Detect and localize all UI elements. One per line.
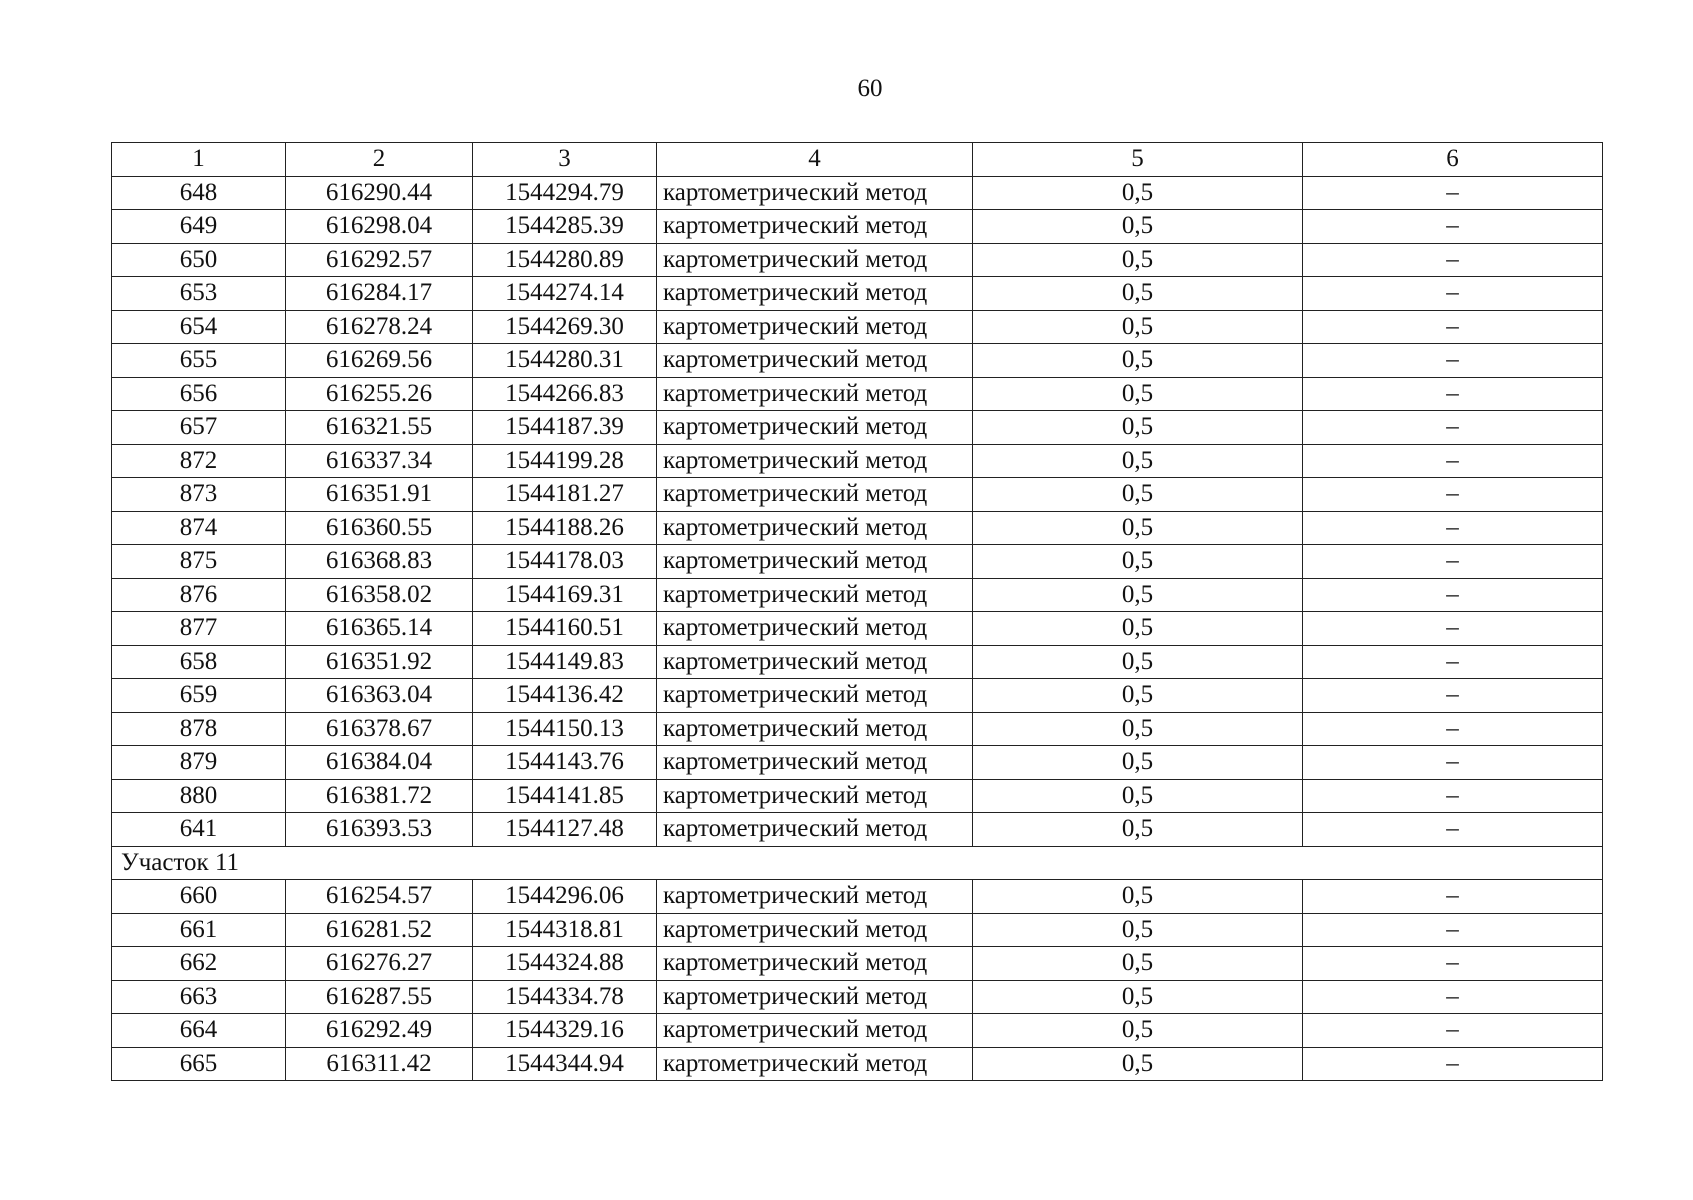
note-cell: – bbox=[1303, 310, 1603, 344]
table-row bbox=[112, 746, 1603, 780]
accuracy-cell: 0,5 bbox=[973, 1014, 1303, 1048]
y-coordinate-cell: 1544324.88 bbox=[473, 947, 657, 981]
accuracy-cell: 0,5 bbox=[973, 176, 1303, 210]
note-cell: – bbox=[1303, 411, 1603, 445]
accuracy-cell: 0,5 bbox=[973, 578, 1303, 612]
y-coordinate-cell: 1544143.76 bbox=[473, 746, 657, 780]
accuracy-cell: 0,5 bbox=[973, 746, 1303, 780]
table-row bbox=[112, 880, 1603, 914]
point-number-cell: 654 bbox=[112, 310, 286, 344]
method-cell: картометрический метод bbox=[657, 310, 973, 344]
x-coordinate-cell: 616287.55 bbox=[286, 980, 473, 1014]
x-coordinate-cell: 616311.42 bbox=[286, 1047, 473, 1081]
note-cell: – bbox=[1303, 377, 1603, 411]
x-coordinate-cell: 616298.04 bbox=[286, 210, 473, 244]
table-row bbox=[112, 913, 1603, 947]
table-row bbox=[112, 1047, 1603, 1081]
header-row bbox=[112, 143, 1603, 177]
point-number-cell: 665 bbox=[112, 1047, 286, 1081]
accuracy-cell: 0,5 bbox=[973, 411, 1303, 445]
method-cell: картометрический метод bbox=[657, 712, 973, 746]
y-coordinate-cell: 1544344.94 bbox=[473, 1047, 657, 1081]
accuracy-cell: 0,5 bbox=[973, 712, 1303, 746]
x-coordinate-cell: 616365.14 bbox=[286, 612, 473, 646]
table-row bbox=[112, 210, 1603, 244]
note-cell: – bbox=[1303, 511, 1603, 545]
header-cell: 6 bbox=[1303, 143, 1603, 177]
point-number-cell: 872 bbox=[112, 444, 286, 478]
table-row bbox=[112, 980, 1603, 1014]
accuracy-cell: 0,5 bbox=[973, 511, 1303, 545]
table-row bbox=[112, 176, 1603, 210]
point-number-cell: 656 bbox=[112, 377, 286, 411]
accuracy-cell: 0,5 bbox=[973, 243, 1303, 277]
method-cell: картометрический метод bbox=[657, 411, 973, 445]
point-number-cell: 661 bbox=[112, 913, 286, 947]
point-number-cell: 876 bbox=[112, 578, 286, 612]
y-coordinate-cell: 1544269.30 bbox=[473, 310, 657, 344]
accuracy-cell: 0,5 bbox=[973, 913, 1303, 947]
method-cell: картометрический метод bbox=[657, 947, 973, 981]
y-coordinate-cell: 1544274.14 bbox=[473, 277, 657, 311]
method-cell: картометрический метод bbox=[657, 210, 973, 244]
table-row bbox=[112, 813, 1603, 847]
accuracy-cell: 0,5 bbox=[973, 377, 1303, 411]
point-number-cell: 657 bbox=[112, 411, 286, 445]
method-cell: картометрический метод bbox=[657, 444, 973, 478]
header-cell: 2 bbox=[286, 143, 473, 177]
accuracy-cell: 0,5 bbox=[973, 344, 1303, 378]
table-row bbox=[112, 377, 1603, 411]
method-cell: картометрический метод bbox=[657, 1047, 973, 1081]
x-coordinate-cell: 616393.53 bbox=[286, 813, 473, 847]
header-cell: 4 bbox=[657, 143, 973, 177]
y-coordinate-cell: 1544188.26 bbox=[473, 511, 657, 545]
method-cell: картометрический метод bbox=[657, 277, 973, 311]
note-cell: – bbox=[1303, 243, 1603, 277]
accuracy-cell: 0,5 bbox=[973, 277, 1303, 311]
x-coordinate-cell: 616351.91 bbox=[286, 478, 473, 512]
accuracy-cell: 0,5 bbox=[973, 210, 1303, 244]
x-coordinate-cell: 616384.04 bbox=[286, 746, 473, 780]
y-coordinate-cell: 1544294.79 bbox=[473, 176, 657, 210]
accuracy-cell: 0,5 bbox=[973, 779, 1303, 813]
table-row bbox=[112, 679, 1603, 713]
point-number-cell: 641 bbox=[112, 813, 286, 847]
x-coordinate-cell: 616281.52 bbox=[286, 913, 473, 947]
accuracy-cell: 0,5 bbox=[973, 478, 1303, 512]
x-coordinate-cell: 616284.17 bbox=[286, 277, 473, 311]
y-coordinate-cell: 1544334.78 bbox=[473, 980, 657, 1014]
accuracy-cell: 0,5 bbox=[973, 980, 1303, 1014]
method-cell: картометрический метод bbox=[657, 645, 973, 679]
header-cell: 3 bbox=[473, 143, 657, 177]
y-coordinate-cell: 1544296.06 bbox=[473, 880, 657, 914]
y-coordinate-cell: 1544280.31 bbox=[473, 344, 657, 378]
method-cell: картометрический метод bbox=[657, 377, 973, 411]
accuracy-cell: 0,5 bbox=[973, 645, 1303, 679]
x-coordinate-cell: 616360.55 bbox=[286, 511, 473, 545]
point-number-cell: 663 bbox=[112, 980, 286, 1014]
note-cell: – bbox=[1303, 913, 1603, 947]
note-cell: – bbox=[1303, 746, 1603, 780]
x-coordinate-cell: 616269.56 bbox=[286, 344, 473, 378]
table-row bbox=[112, 310, 1603, 344]
point-number-cell: 874 bbox=[112, 511, 286, 545]
y-coordinate-cell: 1544199.28 bbox=[473, 444, 657, 478]
section-title: Участок 11 bbox=[112, 846, 1603, 880]
point-number-cell: 649 bbox=[112, 210, 286, 244]
accuracy-cell: 0,5 bbox=[973, 310, 1303, 344]
table-row bbox=[112, 444, 1603, 478]
method-cell: картометрический метод bbox=[657, 980, 973, 1014]
accuracy-cell: 0,5 bbox=[973, 813, 1303, 847]
method-cell: картометрический метод bbox=[657, 578, 973, 612]
y-coordinate-cell: 1544181.27 bbox=[473, 478, 657, 512]
note-cell: – bbox=[1303, 645, 1603, 679]
table-row bbox=[112, 712, 1603, 746]
method-cell: картометрический метод bbox=[657, 478, 973, 512]
table-row bbox=[112, 779, 1603, 813]
table-row bbox=[112, 478, 1603, 512]
y-coordinate-cell: 1544187.39 bbox=[473, 411, 657, 445]
point-number-cell: 664 bbox=[112, 1014, 286, 1048]
page-number: 60 bbox=[857, 75, 883, 102]
table-row bbox=[112, 344, 1603, 378]
point-number-cell: 653 bbox=[112, 277, 286, 311]
point-number-cell: 648 bbox=[112, 176, 286, 210]
point-number-cell: 659 bbox=[112, 679, 286, 713]
note-cell: – bbox=[1303, 813, 1603, 847]
y-coordinate-cell: 1544160.51 bbox=[473, 612, 657, 646]
method-cell: картометрический метод bbox=[657, 746, 973, 780]
point-number-cell: 878 bbox=[112, 712, 286, 746]
y-coordinate-cell: 1544318.81 bbox=[473, 913, 657, 947]
note-cell: – bbox=[1303, 679, 1603, 713]
y-coordinate-cell: 1544285.39 bbox=[473, 210, 657, 244]
accuracy-cell: 0,5 bbox=[973, 1047, 1303, 1081]
x-coordinate-cell: 616351.92 bbox=[286, 645, 473, 679]
x-coordinate-cell: 616358.02 bbox=[286, 578, 473, 612]
x-coordinate-cell: 616363.04 bbox=[286, 679, 473, 713]
table-row bbox=[112, 277, 1603, 311]
table-row bbox=[112, 1014, 1603, 1048]
point-number-cell: 650 bbox=[112, 243, 286, 277]
header-cell: 1 bbox=[112, 143, 286, 177]
x-coordinate-cell: 616276.27 bbox=[286, 947, 473, 981]
x-coordinate-cell: 616255.26 bbox=[286, 377, 473, 411]
method-cell: картометрический метод bbox=[657, 880, 973, 914]
note-cell: – bbox=[1303, 980, 1603, 1014]
section-row bbox=[112, 846, 1603, 880]
method-cell: картометрический метод bbox=[657, 176, 973, 210]
note-cell: – bbox=[1303, 1014, 1603, 1048]
y-coordinate-cell: 1544136.42 bbox=[473, 679, 657, 713]
x-coordinate-cell: 616378.67 bbox=[286, 712, 473, 746]
note-cell: – bbox=[1303, 545, 1603, 579]
accuracy-cell: 0,5 bbox=[973, 880, 1303, 914]
point-number-cell: 875 bbox=[112, 545, 286, 579]
x-coordinate-cell: 616337.34 bbox=[286, 444, 473, 478]
note-cell: – bbox=[1303, 344, 1603, 378]
note-cell: – bbox=[1303, 779, 1603, 813]
point-number-cell: 877 bbox=[112, 612, 286, 646]
method-cell: картометрический метод bbox=[657, 679, 973, 713]
method-cell: картометрический метод bbox=[657, 612, 973, 646]
x-coordinate-cell: 616290.44 bbox=[286, 176, 473, 210]
table-row bbox=[112, 411, 1603, 445]
y-coordinate-cell: 1544169.31 bbox=[473, 578, 657, 612]
accuracy-cell: 0,5 bbox=[973, 679, 1303, 713]
note-cell: – bbox=[1303, 444, 1603, 478]
table-body bbox=[112, 143, 1603, 1081]
table-row bbox=[112, 612, 1603, 646]
coordinates-table bbox=[111, 142, 1603, 1081]
table-row bbox=[112, 243, 1603, 277]
method-cell: картометрический метод bbox=[657, 779, 973, 813]
y-coordinate-cell: 1544127.48 bbox=[473, 813, 657, 847]
x-coordinate-cell: 616368.83 bbox=[286, 545, 473, 579]
table-row bbox=[112, 545, 1603, 579]
y-coordinate-cell: 1544266.83 bbox=[473, 377, 657, 411]
y-coordinate-cell: 1544149.83 bbox=[473, 645, 657, 679]
accuracy-cell: 0,5 bbox=[973, 612, 1303, 646]
x-coordinate-cell: 616381.72 bbox=[286, 779, 473, 813]
method-cell: картометрический метод bbox=[657, 243, 973, 277]
note-cell: – bbox=[1303, 712, 1603, 746]
table-row bbox=[112, 511, 1603, 545]
point-number-cell: 879 bbox=[112, 746, 286, 780]
header-cell: 5 bbox=[973, 143, 1303, 177]
method-cell: картометрический метод bbox=[657, 813, 973, 847]
note-cell: – bbox=[1303, 1047, 1603, 1081]
x-coordinate-cell: 616292.49 bbox=[286, 1014, 473, 1048]
table-row bbox=[112, 578, 1603, 612]
point-number-cell: 880 bbox=[112, 779, 286, 813]
x-coordinate-cell: 616321.55 bbox=[286, 411, 473, 445]
point-number-cell: 662 bbox=[112, 947, 286, 981]
x-coordinate-cell: 616278.24 bbox=[286, 310, 473, 344]
method-cell: картометрический метод bbox=[657, 511, 973, 545]
note-cell: – bbox=[1303, 478, 1603, 512]
note-cell: – bbox=[1303, 578, 1603, 612]
x-coordinate-cell: 616254.57 bbox=[286, 880, 473, 914]
method-cell: картометрический метод bbox=[657, 913, 973, 947]
note-cell: – bbox=[1303, 947, 1603, 981]
note-cell: – bbox=[1303, 612, 1603, 646]
point-number-cell: 655 bbox=[112, 344, 286, 378]
note-cell: – bbox=[1303, 210, 1603, 244]
method-cell: картометрический метод bbox=[657, 545, 973, 579]
x-coordinate-cell: 616292.57 bbox=[286, 243, 473, 277]
accuracy-cell: 0,5 bbox=[973, 545, 1303, 579]
point-number-cell: 873 bbox=[112, 478, 286, 512]
y-coordinate-cell: 1544150.13 bbox=[473, 712, 657, 746]
accuracy-cell: 0,5 bbox=[973, 947, 1303, 981]
table-row bbox=[112, 645, 1603, 679]
note-cell: – bbox=[1303, 880, 1603, 914]
point-number-cell: 660 bbox=[112, 880, 286, 914]
point-number-cell: 658 bbox=[112, 645, 286, 679]
y-coordinate-cell: 1544178.03 bbox=[473, 545, 657, 579]
note-cell: – bbox=[1303, 277, 1603, 311]
method-cell: картометрический метод bbox=[657, 1014, 973, 1048]
y-coordinate-cell: 1544280.89 bbox=[473, 243, 657, 277]
table-row bbox=[112, 947, 1603, 981]
note-cell: – bbox=[1303, 176, 1603, 210]
method-cell: картометрический метод bbox=[657, 344, 973, 378]
accuracy-cell: 0,5 bbox=[973, 444, 1303, 478]
y-coordinate-cell: 1544329.16 bbox=[473, 1014, 657, 1048]
y-coordinate-cell: 1544141.85 bbox=[473, 779, 657, 813]
